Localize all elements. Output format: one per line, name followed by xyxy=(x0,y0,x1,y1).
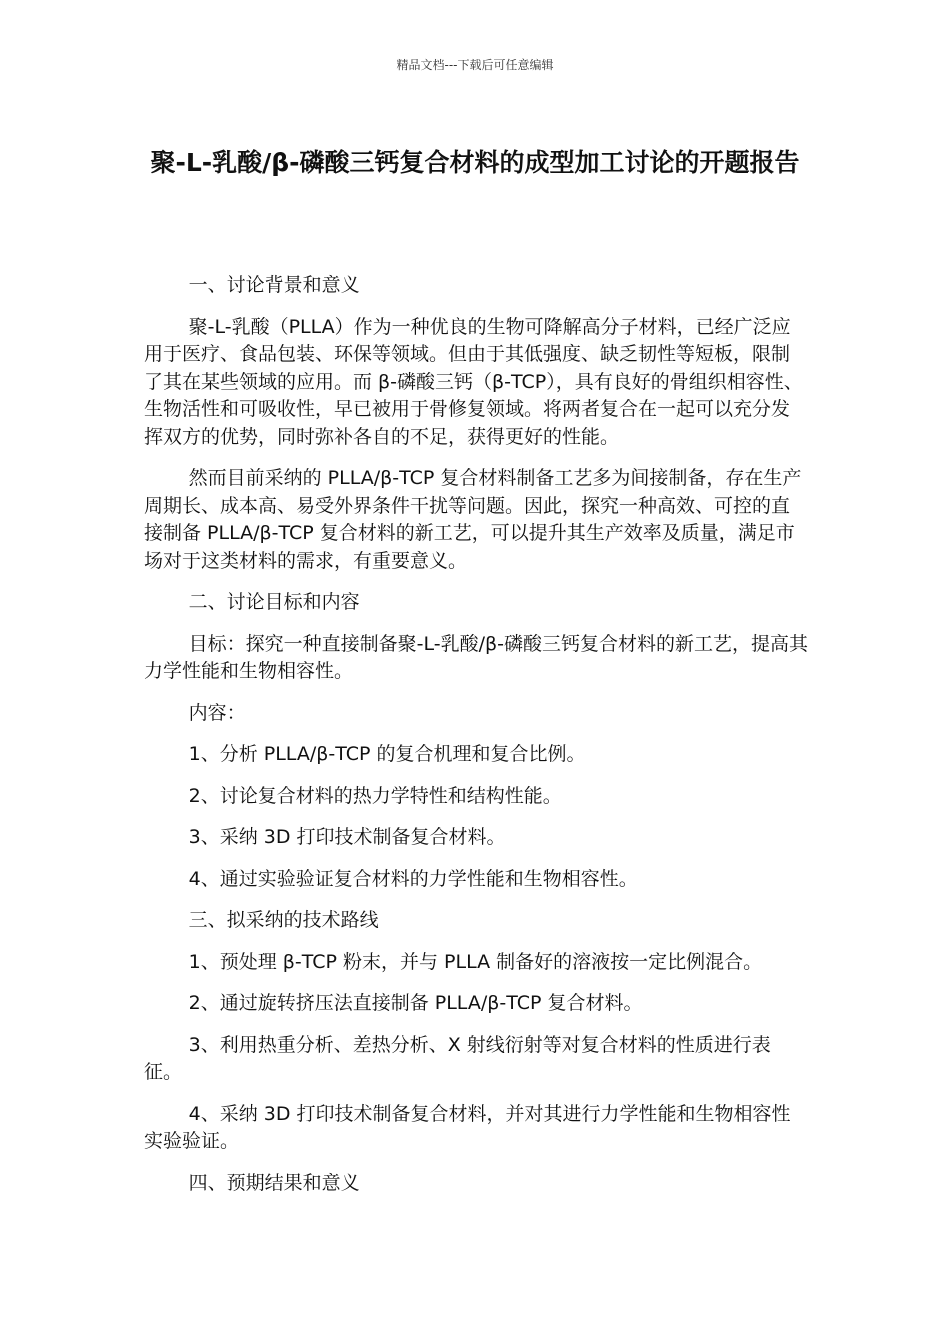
header-note: 精品文档---下载后可任意编辑 xyxy=(396,58,554,72)
section-heading-results: 四、预期结果和意义 xyxy=(188,1171,360,1194)
route-item-3: 3、利用热重分析、差热分析、X 射线衍射等对复合材料的性质进行表征。 xyxy=(144,1033,771,1083)
content-item-4: 4、通过实验验证复合材料的力学性能和生物相容性。 xyxy=(188,867,638,890)
route-item-4: 4、采纳 3D 打印技术制备复合材料，并对其进行力学性能和生物相容性实验验证。 xyxy=(144,1102,791,1152)
section-heading-goals: 二、讨论目标和内容 xyxy=(188,591,360,613)
route-item-1: 1、预处理 β-TCP 粉末，并与 PLLA 制备好的溶液按一定比例混合。 xyxy=(188,950,763,973)
route-item-2: 2、通过旋转挤压法直接制备 PLLA/β-TCP 复合材料。 xyxy=(188,992,643,1014)
section-heading-background: 一、讨论背景和意义 xyxy=(188,274,360,296)
content-label: 内容： xyxy=(188,701,246,724)
content-item-2: 2、讨论复合材料的热力学特性和结构性能。 xyxy=(188,784,562,807)
document-title: 聚-L-乳酸/β-磷酸三钙复合材料的成型加工讨论的开题报告 xyxy=(150,148,800,177)
paragraph-background: 聚-L-乳酸（PLLA）作为一种优良的生物可降解高分子材料，已经广泛应用于医疗、食品包装、环保等领域。但由于其低强度、缺乏韧性等短板，限制了其在某些领域的应用。而 β-磷酸三钙（β-TCP），具有良好的骨组织相容性、生物活性和可吸收性，早已被用于骨修复领域。将两者复合在一起可以充分发挥双方的优势，同时弥补各自的不足，获得更好的性能。 xyxy=(144,315,803,448)
paragraph-significance: 然而目前采纳的 PLLA/β-TCP 复合材料制备工艺多为间接制备，存在生产周期长、成本高、易受外界条件干扰等问题。因此，探究一种高效、可控的直接制备 PLLA/β-TCP 复合材料的新工艺，可以提升其生产效率及质量，满足市场对于这类材料的需求，有重要意义。 xyxy=(144,467,802,572)
content-item-1: 1、分析 PLLA/β-TCP 的复合机理和复合比例。 xyxy=(188,743,586,765)
paragraph-goal: 目标：探究一种直接制备聚-L-乳酸/β-磷酸三钙复合材料的新工艺，提高其力学性能和生物相容性。 xyxy=(144,632,808,682)
document-body xyxy=(144,272,808,1211)
section-heading-route: 三、拟采纳的技术路线 xyxy=(188,909,379,931)
content-item-3: 3、采纳 3D 打印技术制备复合材料。 xyxy=(188,826,506,848)
